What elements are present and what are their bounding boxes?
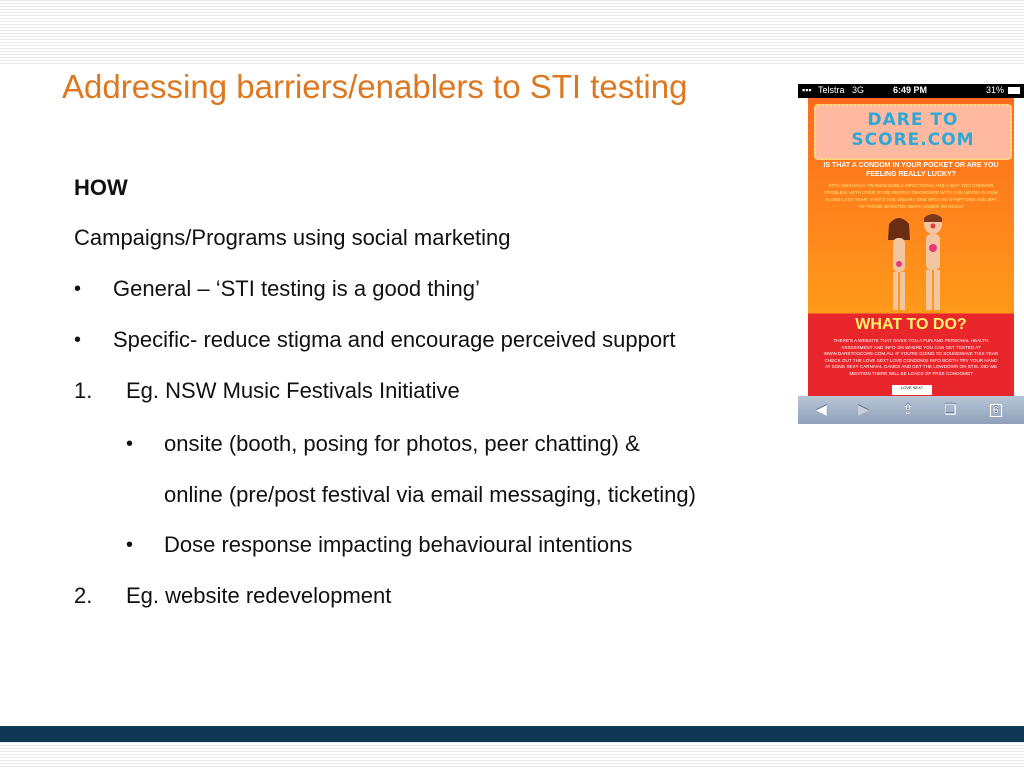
- forward-icon[interactable]: ▶: [858, 401, 869, 417]
- sub-onsite: onsite (booth, posing for photos, peer chatting) &: [164, 431, 640, 456]
- network: 3G: [852, 85, 865, 95]
- tabs-icon[interactable]: 6: [990, 404, 1002, 417]
- bookmarks-icon[interactable]: ❏: [944, 401, 957, 417]
- back-icon[interactable]: ◀: [816, 401, 827, 417]
- heading-how: HOW: [74, 175, 128, 200]
- item-nsw-festivals: Eg. NSW Music Festivals Initiative: [126, 378, 460, 403]
- poster-tagline: IS THAT A CONDOM IN YOUR POCKET OR ARE YOU FEELING REALLY LUCKY?: [823, 162, 999, 178]
- poster-logo: DARE TO SCORE.COM: [851, 110, 975, 150]
- footer-bar: [0, 724, 1024, 744]
- browser-toolbar: [798, 396, 1024, 424]
- cartoon-woman-icon: [884, 216, 914, 312]
- list-number: 1.: [74, 378, 93, 403]
- item-website: Eg. website redevelopment: [126, 583, 392, 608]
- battery-level: 31%: [986, 85, 1005, 95]
- footer-stripes: [0, 742, 1024, 768]
- intro-line: Campaigns/Programs using social marketing: [74, 225, 511, 250]
- bullet-dot: •: [126, 534, 134, 556]
- share-icon[interactable]: ⇪: [902, 401, 914, 417]
- clock: 6:49 PM: [893, 85, 928, 95]
- bullet-dot: •: [126, 433, 134, 455]
- slide-title: Addressing barriers/enablers to STI testing: [62, 68, 688, 105]
- bullet-dot: •: [74, 278, 82, 300]
- phone-status-bar: [798, 84, 1024, 98]
- bullet-general: General – ‘STI testing is a good thing’: [113, 276, 480, 301]
- what-to-do-body: THERE'S A WEBSITE THAT GIVES YOU A FUN AND PERSONAL HEALTH ASSESSMENT AND INFO ON WHERE YOU CAN GET TESTED AT WWW.DARETOSCORE.COM.AU. IF YOU'RE GOING TO SOUNDWAVE THIS YEAR CHECK OUT THE LOVE SEX? LOVE CONDOMS! INFO BOOTH TRY YOUR HAND AT SOME SEXY CARNIVAL GAMES AND GET THE LOWDOWN ON STIS. DID WE MENTION THERE WILL BE LOADS OF FREE CONDOMS?: [823, 338, 999, 376]
- phone-screenshot: [798, 84, 1024, 424]
- poster-body: STI'S (SEXUALLY TRANSMISSIBLE INFECTIONS) ARE A WAY TOO COMMON PROBLEM, WITH OVER 20 000 PEOPLE DIAGNOSED WITH CHLAMYDIA IN NSW ALONE LAST YEAR. THAT'S THE SNEAKY ONE WITH NO SYMPTOMS AND 80% OF THOSE INFECTED WERE UNDER 29! OUCH!: [824, 183, 998, 209]
- campaign-poster: [808, 98, 1014, 397]
- bullet-dot: •: [74, 329, 82, 351]
- list-number: 2.: [74, 583, 93, 608]
- sub-dose-response: Dose response impacting behavioural intentions: [164, 532, 633, 557]
- what-to-do-heading: WHAT TO DO?: [855, 316, 967, 333]
- cartoon-man-icon: [918, 212, 948, 312]
- header-stripes: [0, 0, 1024, 66]
- love-sex-badge: LOVE SEX?: [892, 385, 932, 395]
- bullet-specific: Specific- reduce stigma and encourage perceived support: [113, 327, 676, 352]
- signal-icon: ▪▪▪: [802, 85, 812, 95]
- sub-online: online (pre/post festival via email messaging, ticketing): [164, 482, 696, 507]
- logo-marquee: [814, 104, 1012, 160]
- carrier: Telstra: [818, 85, 845, 95]
- battery-icon: [1008, 87, 1020, 94]
